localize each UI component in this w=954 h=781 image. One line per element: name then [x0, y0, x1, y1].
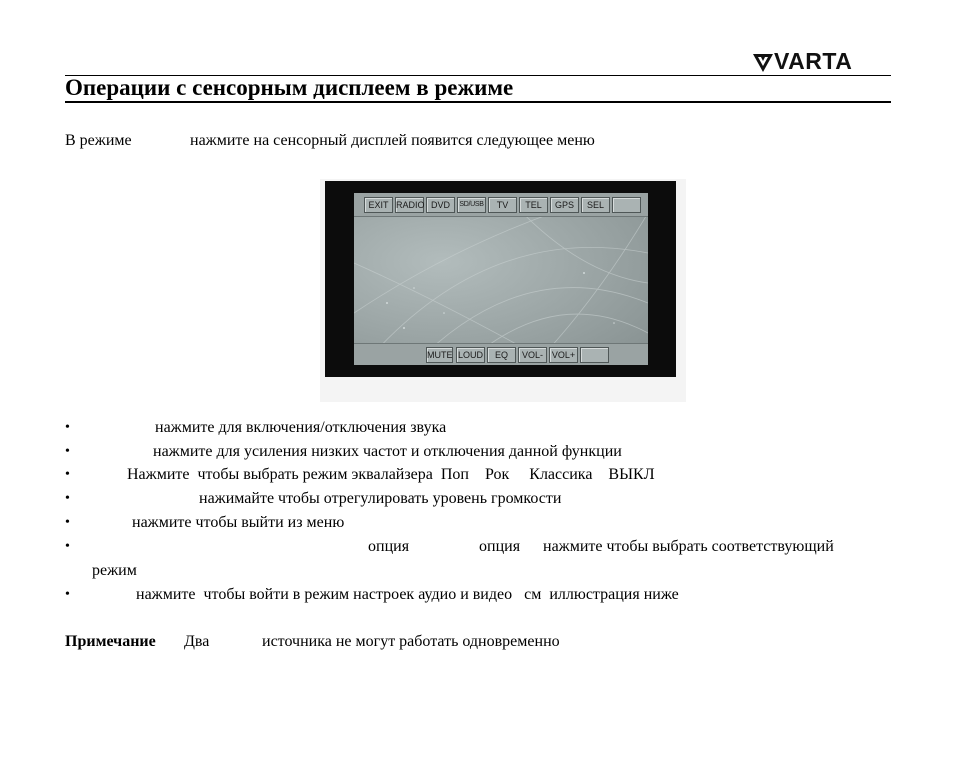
- bullet-marker: •: [65, 587, 70, 602]
- bullet-settings-text: нажмите чтобы войти в режим настроек аудио и видео см иллюстрация ниже: [136, 586, 679, 603]
- varta-logo: [752, 50, 894, 74]
- intro-text-end: нажмите на сенсорный дисплей появится следующее меню: [190, 132, 595, 149]
- bullet-source-option-1: опция: [368, 538, 410, 555]
- screen-empty-button: [580, 347, 609, 363]
- screen-eq-button[interactable]: EQ: [487, 347, 516, 363]
- bullet-marker: •: [65, 491, 70, 506]
- display-wallpaper: [354, 193, 648, 365]
- header-rule-bottom: [65, 101, 891, 103]
- screen-sd-usb-button[interactable]: SD/USB: [457, 197, 486, 213]
- bullet-eq-text: Нажмите чтобы выбрать режим эквалайзера Поп Рок Классика ВЫКЛ: [127, 466, 655, 483]
- bullet-mute-text: нажмите для включения/отключения звука: [155, 419, 447, 436]
- screen-tel-button[interactable]: TEL: [519, 197, 548, 213]
- note-label: Примечание: [65, 633, 156, 650]
- varta-logo-mark-icon: [752, 51, 774, 73]
- screen-loud-button[interactable]: LOUD: [456, 347, 485, 363]
- bullet-exit-text: нажмите чтобы выйти из меню: [132, 514, 345, 531]
- bullet-marker: •: [65, 515, 70, 530]
- bullet-marker: •: [65, 467, 70, 482]
- touch-display: [354, 193, 648, 365]
- screen-tv-button[interactable]: TV: [488, 197, 517, 213]
- screen-dvd-button[interactable]: DVD: [426, 197, 455, 213]
- screen-gps-button[interactable]: GPS: [550, 197, 579, 213]
- screen-vol-up-button[interactable]: VOL+: [549, 347, 578, 363]
- screen-exit-button[interactable]: EXIT: [364, 197, 393, 213]
- bullet-marker: •: [65, 444, 70, 459]
- screen-vol-down-button[interactable]: VOL-: [518, 347, 547, 363]
- bullet-loud-text: нажмите для усиления низких частот и отключения данной функции: [153, 443, 622, 460]
- logo-text: VARTA: [774, 48, 853, 74]
- screen-sel-button[interactable]: SEL: [581, 197, 610, 213]
- note-text-start: Два: [184, 633, 210, 650]
- display-top-menu-bar: [354, 193, 648, 217]
- bullet-marker: •: [65, 420, 70, 435]
- screen-mute-button[interactable]: MUTE: [426, 347, 453, 363]
- bullet-volume-text: нажимайте чтобы отрегулировать уровень громкости: [199, 490, 562, 507]
- bullet-marker: •: [65, 539, 70, 554]
- page-title: Операции с сенсорным дисплеем в режиме: [65, 75, 514, 100]
- screen-empty-button: [612, 197, 641, 213]
- bullet-source-text: нажмите чтобы выбрать соответствующий: [543, 538, 834, 555]
- note-text-end: источника не могут работать одновременно: [262, 633, 560, 650]
- screen-radio-button[interactable]: RADIO: [395, 197, 424, 213]
- display-bottom-menu-bar: [354, 343, 648, 365]
- bullet-source-option-2: опция: [479, 538, 521, 555]
- intro-text-start: В режиме: [65, 132, 132, 149]
- bullet-source-continuation: режим: [92, 562, 137, 579]
